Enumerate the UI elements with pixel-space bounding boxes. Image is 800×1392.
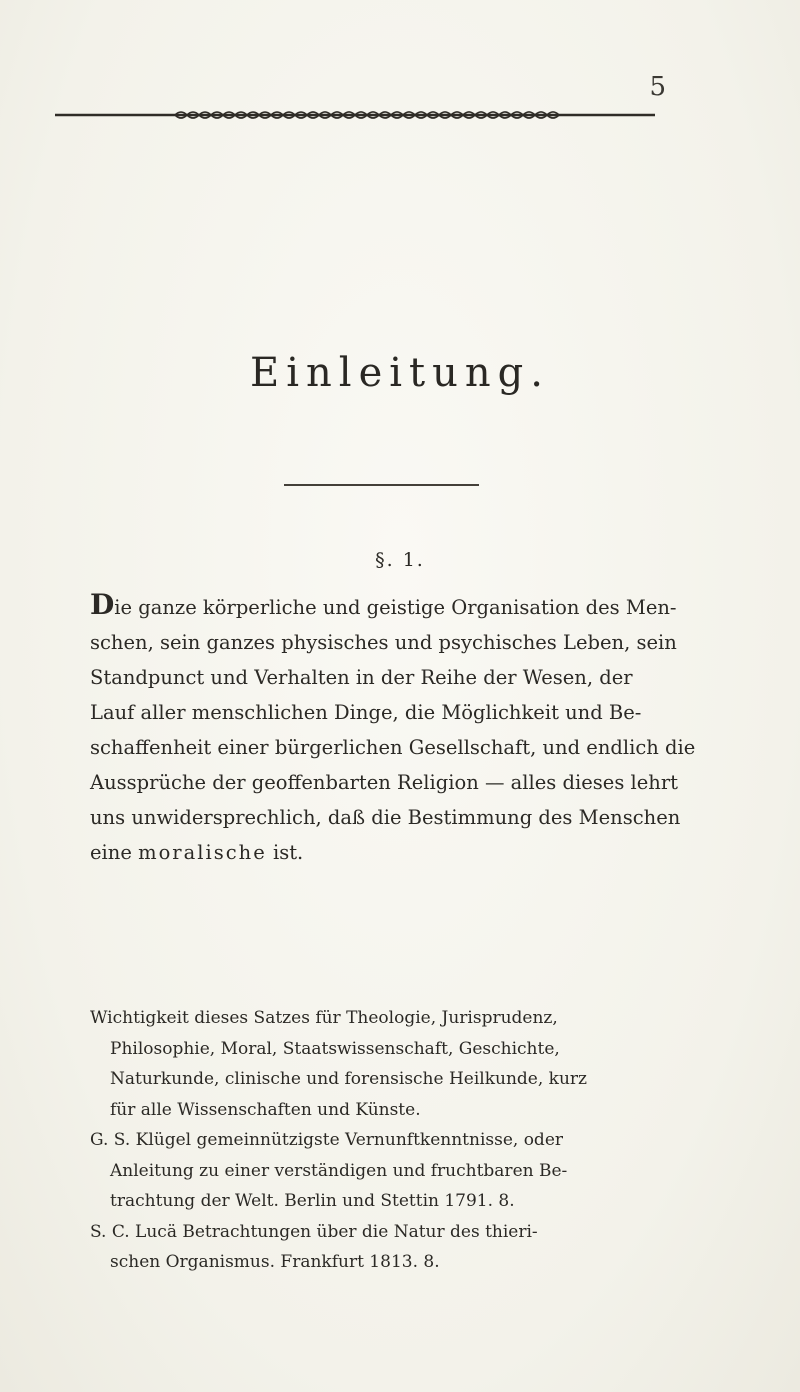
chapter-heading: Einleitung. [250,350,550,396]
ornamental-rule [55,108,655,122]
reference-lucae [90,1217,710,1278]
heading-rule [284,484,479,486]
note-line: für alle Wissenschaften und Künste. [110,1099,421,1120]
reference-line: trachtung der Welt. Berlin und Stettin 1791. 8. [110,1191,515,1211]
page-number: 5 [649,72,666,102]
emphasized-word: moralische [138,841,267,864]
importance-note [90,1003,710,1125]
body-line: schen, sein ganzes physisches und psychisches Leben, sein [90,631,677,654]
body-line: Standpunct und Verhalten in der Reihe der Wesen, der [90,666,633,689]
body-line [90,590,702,625]
note-line: Naturkunde, clinische und forensische Heilkunde, kurz [110,1069,588,1089]
drop-cap: D [90,588,115,621]
body-line [90,835,702,870]
reference-line: schen Organismus. Frankfurt 1813. 8. [110,1252,440,1272]
body-line-text: ist. [266,841,304,864]
body-line: Aussprüche der geoffenbarten Religion — alles dieses lehrt [90,771,679,794]
body-line-text: ie ganze körperliche und geistige Organisation des Men- [114,596,677,619]
body-line-text: eine [90,841,139,864]
section-number: §. 1. [375,549,425,571]
reference-line: S. C. Lucä Betrachtungen über die Natur des thieri- [90,1221,538,1242]
reference-line: G. S. Klügel gemeinnützigste Vernunftkenntnisse, oder [90,1130,564,1150]
body-line: uns unwidersprechlich, daß die Bestimmung des Menschen [90,806,681,829]
reference-kluegel [90,1125,710,1217]
note-line: Wichtigkeit dieses Satzes für Theologie, Jurisprudenz, [90,1008,558,1028]
main-paragraph [90,590,702,870]
references-block [90,1003,710,1278]
body-line: schaffenheit einer bürgerlichen Gesellschaft, und endlich die [90,736,696,759]
reference-line: Anleitung zu einer verständigen und fruchtbaren Be- [110,1160,568,1181]
body-line: Lauf aller menschlichen Dinge, die Möglichkeit und Be- [90,701,642,724]
note-line: Philosophie, Moral, Staatswissenschaft, Geschichte, [110,1038,560,1059]
